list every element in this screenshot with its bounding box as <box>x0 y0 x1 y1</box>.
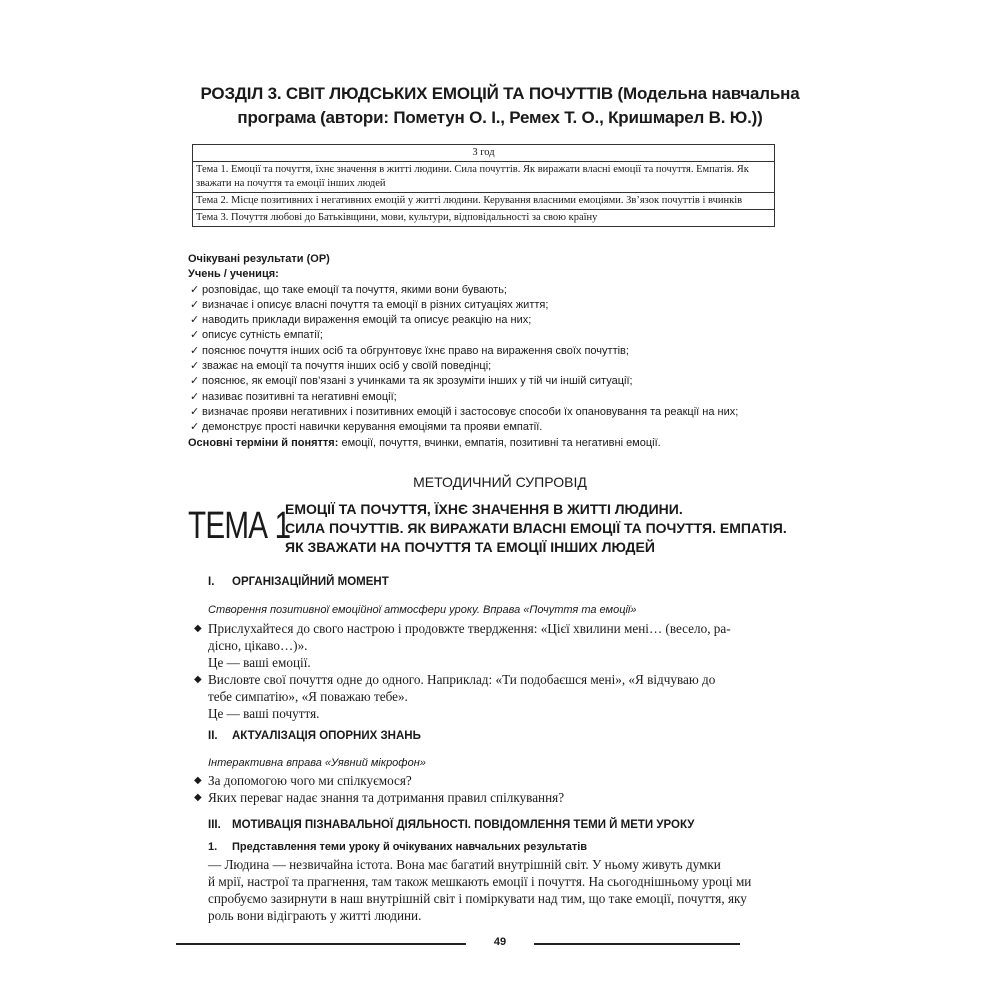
part-2-title: АКТУАЛІЗАЦІЯ ОПОРНИХ ЗНАНЬ <box>232 730 421 742</box>
checkmark-icon: ✓ <box>190 329 200 342</box>
key-terms-label: Основні терміни й поняття: <box>188 436 339 449</box>
table-row-topic-3: Тема 3. Почуття любові до Батьківщини, мови, культури, відповідальності за свою країну <box>193 210 775 227</box>
topic-title-line-2: СИЛА ПОЧУТТІВ. ЯК ВИРАЖАТИ ВЛАСНІ ЕМОЦІЇ ТА ПОЧУТТЯ. ЕМПАТІЯ. <box>285 520 787 536</box>
part-1-number: I. <box>208 576 215 588</box>
topic-title <box>285 500 805 557</box>
method-heading: МЕТОДИЧНИЙ СУПРОВІД <box>413 474 587 490</box>
table-hours: 3 год <box>193 145 775 162</box>
list-item: ✓ описує сутність емпатії; <box>188 328 788 343</box>
part-2-subtitle: Інтерактивна вправа «Уявний мікрофон» <box>208 757 426 769</box>
part-3-subtitle: Представлення теми уроку й очікуваних навчальних результатів <box>232 841 588 853</box>
results-subheading: Учень / учениця: <box>188 268 279 281</box>
topics-table <box>192 144 775 227</box>
list-item: ✓ пояснює почуття інших осіб та обгрунтовує їхнє право на вираження своїх почуттів; <box>188 344 788 359</box>
part-1-body <box>194 620 794 722</box>
part-2-heading <box>208 730 421 742</box>
page-number: 49 <box>493 936 507 948</box>
note: Це — ваші почуття. <box>208 706 320 721</box>
part-3-number: III. <box>208 819 221 831</box>
checkmark-icon: ✓ <box>190 421 200 434</box>
list-item: ✓ визначає і описує власні почуття та емоції в різних ситуаціях життя; <box>188 298 788 313</box>
footer-rule-left <box>176 943 466 945</box>
part-2-number: II. <box>208 730 218 742</box>
part-1-title: ОРГАНІЗАЦІЙНИЙ МОМЕНТ <box>232 576 389 588</box>
diamond-bullet-icon: ◆ <box>194 792 202 803</box>
section-title <box>150 82 850 130</box>
section-title-line-1: РОЗДІЛ 3. СВІТ ЛЮДСЬКИХ ЕМОЦІЙ ТА ПОЧУТТІВ (Модельна навчальна <box>200 84 800 103</box>
checkmark-icon: ✓ <box>190 314 200 327</box>
checkmark-icon: ✓ <box>190 298 200 311</box>
results-list <box>188 283 788 436</box>
list-item: ✓ визначає прояви негативних і позитивних емоцій і застосовує способи їх опановування та реакції на них; <box>188 405 788 420</box>
part-3-heading <box>208 819 694 831</box>
list-item: ✓ пояснює, як емоції пов’язані з учинками та як зрозуміти інших у тій чи іншій ситуації; <box>188 374 788 389</box>
topic-title-line-1: ЕМОЦІЇ ТА ПОЧУТТЯ, ЇХНЄ ЗНАЧЕННЯ В ЖИТТІ ЛЮДИНИ. <box>285 501 683 517</box>
part-3-subnumber: 1. <box>208 841 218 853</box>
list-item: ✓ називає позитивні та негативні емоції; <box>188 390 788 405</box>
checkmark-icon: ✓ <box>190 375 200 388</box>
checkmark-icon: ✓ <box>190 360 200 373</box>
part-3-title: МОТИВАЦІЯ ПІЗНАВАЛЬНОЇ ДІЯЛЬНОСТІ. ПОВІДОМЛЕННЯ ТЕМИ Й МЕТИ УРОКУ <box>232 819 695 831</box>
checkmark-icon: ✓ <box>190 283 200 296</box>
part-3-paragraph: — Людина — незвичайна істота. Вона має багатий внутрішній світ. У ньому живуть думки й мрії, настрої та прагнення, там також мешкають емоції і почуття. На сьогоднішньому уроці ми спробуємо зазирнути в наш внутрішній світ і поміркувати над тим, що таке емоції, почуття, яку роль вони відіграють у житті людини. <box>208 857 752 923</box>
part-1-subtitle: Створення позитивної емоційної атмосфери уроку. Вправа «Почуття та емоції» <box>208 604 637 616</box>
checkmark-icon: ✓ <box>190 405 200 418</box>
section-title-line-2: програма (автори: Пометун О. І., Ремех Т. О., Кришмарел В. Ю.)) <box>237 108 763 127</box>
list-item: ✓ зважає на емоції та почуття інших осіб у своїй поведінці; <box>188 359 788 374</box>
list-item: ◆ Висловте свої почуття одне до одного. Наприклад: «Ти подобаєшся мені», «Я відчуваю до тебе симпатію», «Я поважаю тебе». <box>194 672 716 704</box>
results-heading: Очікувані результати (ОР) <box>188 253 330 265</box>
checkmark-icon: ✓ <box>190 344 200 357</box>
part-1-heading <box>208 576 389 588</box>
expected-results <box>188 252 788 451</box>
list-item: ◆ Яких переваг надає знання та дотримання правил спілкування? <box>194 790 565 805</box>
list-item: ✓ розповідає, що таке емоції та почуття, якими вони бувають; <box>188 283 788 298</box>
table-row-topic-1: Тема 1. Емоції та почуття, їхнє значення в житті людини. Сила почуттів. Як виражати власні емоції та почуття. Емпатія. Як зважати на почуття та емоції інших людей <box>193 162 775 193</box>
list-item: ✓ наводить приклади вираження емоцій та описує реакцію на них; <box>188 313 788 328</box>
list-item: ✓ демонструє прості навички керування емоціями та прояви емпатії. <box>188 420 788 435</box>
note: Це — ваші емоції. <box>208 655 311 670</box>
topic-title-line-3: ЯК ЗВАЖАТИ НА ПОЧУТТЯ ТА ЕМОЦІЇ ІНШИХ ЛЮДЕЙ <box>285 539 655 555</box>
diamond-bullet-icon: ◆ <box>194 775 202 786</box>
part-3-subheading <box>208 841 587 853</box>
diamond-bullet-icon: ◆ <box>194 674 202 685</box>
footer-rule-right <box>534 943 740 945</box>
checkmark-icon: ✓ <box>190 390 200 403</box>
diamond-bullet-icon: ◆ <box>194 623 202 634</box>
table-row-topic-2: Тема 2. Місце позитивних і негативних емоцій у житті людини. Керування власними емоціями. Зв’язок почуттів і вчинків <box>193 193 775 210</box>
key-terms <box>188 436 788 451</box>
key-terms-text: емоції, почуття, вчинки, емпатія, позитивні та негативні емоції. <box>338 436 661 449</box>
part-2-body <box>194 772 794 806</box>
list-item: ◆ Прислухайтеся до свого настрою і продовжте твердження: «Цієї хвилини мені… (весело, ра- дісно, цікаво…)». <box>194 621 731 653</box>
topic-label: ТЕМА 1 <box>188 505 291 547</box>
list-item: ◆ За допомогою чого ми спілкуємося? <box>194 773 412 788</box>
